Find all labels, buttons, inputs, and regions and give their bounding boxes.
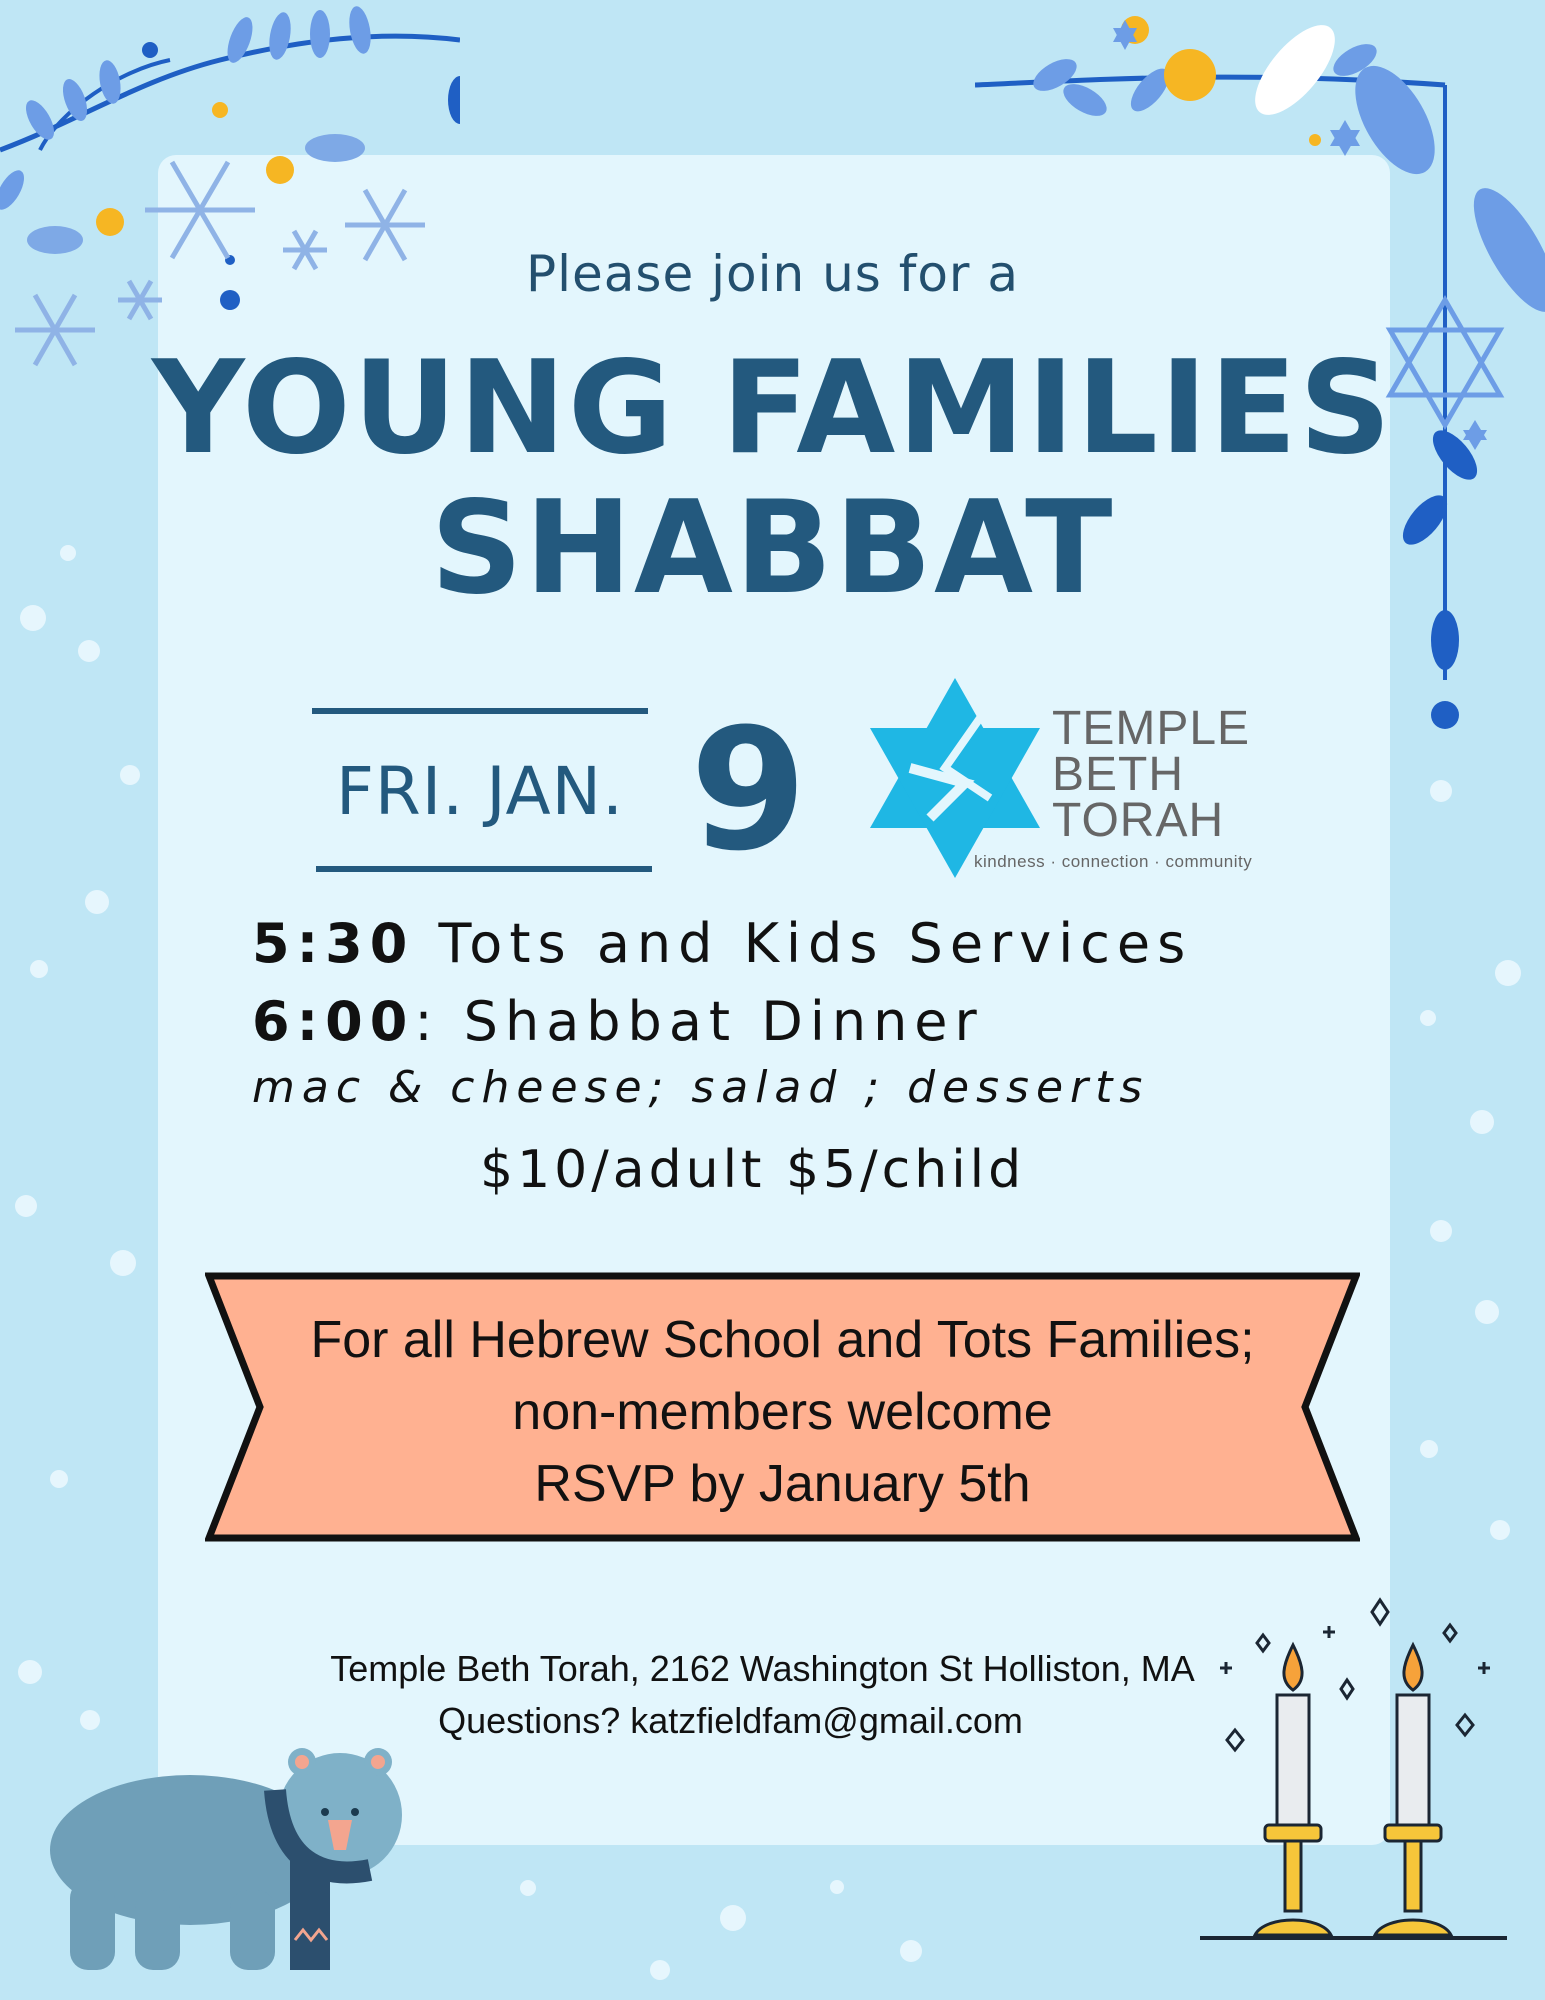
menu-text: mac & cheese; salad ; desserts <box>252 1062 1150 1113</box>
polar-bear-icon <box>40 1740 420 1980</box>
schedule-text-1: Tots and Kids Services <box>414 912 1193 975</box>
temple-logo-star-icon <box>870 678 1040 878</box>
date-label: FRI. JAN. <box>335 753 625 830</box>
shabbat-candles-icon <box>1195 1590 1515 1970</box>
info-banner <box>205 1272 1360 1542</box>
price-text: $10/adult $5/child <box>480 1140 1026 1200</box>
address-text: Temple Beth Torah, 2162 Washington St Holliston, MA <box>330 1648 1195 1689</box>
title-line-2: SHABBAT <box>430 474 1115 623</box>
banner-line-2: non-members welcome <box>512 1383 1053 1441</box>
logo-line-2: BETH <box>1052 748 1185 801</box>
snowflake-icon <box>0 0 460 380</box>
invite-text: Please join us for a <box>525 245 1020 303</box>
logo-tagline: kindness · connection · community <box>974 852 1253 871</box>
banner-line-3: RSVP by January 5th <box>534 1455 1031 1513</box>
date-day: 9 <box>690 692 807 888</box>
temple-logo-text <box>1052 702 1251 847</box>
schedule-item-2 <box>252 990 984 1053</box>
date-rule-top <box>312 708 648 714</box>
banner-line-1: For all Hebrew School and Tots Families; <box>310 1311 1255 1369</box>
schedule-time-1: 5:30 <box>252 912 415 975</box>
logo-line-1: TEMPLE <box>1052 702 1251 755</box>
schedule-item-1 <box>252 912 1192 975</box>
schedule-time-2: 6:00 <box>252 990 415 1053</box>
questions-text: Questions? katzfieldfam@gmail.com <box>438 1700 1023 1741</box>
schedule-text-2: : Shabbat Dinner <box>414 990 984 1053</box>
date-block <box>312 708 652 876</box>
date-rule-bottom <box>316 866 652 872</box>
logo-line-3: TORAH <box>1052 794 1225 847</box>
banner-text <box>205 1304 1360 1520</box>
title-line-1: YOUNG FAMILIES <box>151 334 1394 483</box>
